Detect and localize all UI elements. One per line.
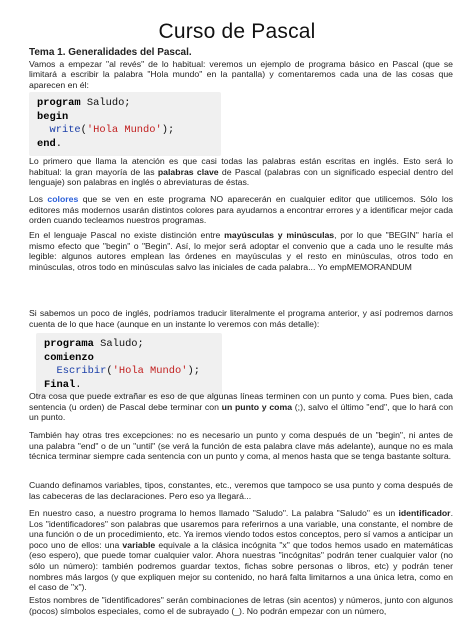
text-bold: un punto y coma (221, 401, 293, 412)
paragraph-2 (29, 194, 453, 226)
paragraph-4: Si sabemos un poco de inglés, podríamos traducir literalmente el programa anterior, y así podremos darnos cuenta de lo que hace (aunque en un instante lo veremos con más detalle): (29, 308, 453, 329)
code-text: . (55, 137, 62, 150)
paragraph-5 (29, 391, 453, 423)
text-run: Otra cosa que puede extrañar es eso de que algunas líneas terminen con un punto y coma. Pues bien, cada sentencia (u orden) de Pascal debe terminar con (29, 391, 453, 412)
code-text: . (75, 378, 82, 391)
code-block-original (29, 92, 221, 156)
code-keyword: program (37, 97, 81, 109)
code-text: Saludo; (80, 97, 131, 109)
text-run: que se ven en este programa NO aparecerán en cualquier editor que utilicemos. Sólo los editores más modernos usarán distintos colores para ayudarnos a encontrar errores y a identificar mejor cada orden cuando tecleamos nuestros programas. (29, 194, 453, 226)
code-text: ( (80, 124, 87, 137)
paragraph-7: Cuando definamos variables, tipos, constantes, etc., veremos que tampoco se usa punto y coma después de las cabeceras de las declaraciones. Pero eso ya llegará... (29, 480, 453, 501)
paragraph-9: Estos nombres de "identificadores" serán combinaciones de letras (sin acentos) y números, junto con algunos (pocos) símbolos especiales, como el de subrayado (_). No podrán empezar con un número, (29, 595, 453, 616)
section-heading: Tema 1. Generalidades del Pascal. (29, 47, 192, 58)
code-keyword: comienzo (44, 351, 94, 364)
code-indent (37, 124, 49, 136)
code-text: ( (106, 365, 113, 378)
text-run: , por lo que "BEGIN" haría el mismo efecto que "begin" o "Begin". Así, lo mejor será adoptar el convenio que a cada uno le resulte más legible: algunos autores emplean las órdenes en mayúsculas y el resto en minúsculas, otros todo en minúsculas, otros todo en minúsculas salvo las iniciales de cada palabra... Yo empMEMORANDUM (29, 230, 453, 272)
text-run: En el lenguaje Pascal no existe distinción entre (29, 230, 225, 240)
paragraph-3 (29, 230, 453, 272)
code-function: write (49, 124, 81, 137)
paragraph-1 (29, 156, 453, 188)
text-run: equivale a la clásica incógnita "x" que todos hemos usado en matemáticas (eso espero), que puede tomar cualquier valor. Ahora nuestras "incógnitas" podrán tener cualquier valor (no sólo un número): también podremos guardar textos, fichas sobre personas o libros, etc) y podrán tener nombres más largos (y que expliquen mejor su contenido, no hará falta limitarnos a una única letra, como en el caso de "x"). (29, 539, 453, 593)
paragraph-8 (29, 508, 453, 593)
text-run: (;), salvo el último "end", que lo hará con un punto. (29, 401, 453, 423)
code-string: 'Hola Mundo' (86, 124, 162, 137)
text-colored: colores (47, 194, 79, 204)
text-run: Los (29, 194, 48, 204)
code-text: ); (187, 365, 200, 378)
code-string: 'Hola Mundo' (112, 365, 188, 378)
text-run: de Pascal (palabras con un significado especial dentro del lenguaje) son palabras en inglés o abreviaturas de éstas. (29, 166, 453, 188)
text-run: En nuestro caso, a nuestro programa lo hemos llamado "Saludo". La palabra "Saludo" es un (29, 508, 399, 518)
text-bold: identificador (398, 508, 451, 518)
text-bold: mayúsculas y minúsculas (224, 230, 335, 240)
code-indent (44, 365, 56, 377)
code-keyword: end (37, 137, 56, 150)
document-title: Curso de Pascal (158, 20, 316, 43)
code-text: ); (161, 124, 175, 137)
paragraph-6: También hay otras tres excepciones: no es necesario un punto y coma después de un "begin", ni antes de una palabra "end" o de un "until" (se verá la función de esta palabra clave más adelante), aunque no es mala técnica terminar siempre cada sentencia con un punto y coma, al menos hasta que se tenga bastante soltura. (29, 430, 453, 462)
intro-paragraph: Vamos a empezar "al revés" de lo habitual: veremos un ejemplo de programa básico en Pascal (que se limitará a escribir la palabra "Hola mundo" en la pantalla) y comentaremos cada una de las cosas que aparecen en él: (29, 58, 453, 90)
code-function: Escribir (56, 365, 107, 378)
code-block-translated (36, 333, 222, 397)
text-run: Lo primero que llama la atención es que casi todas las palabras están escritas en inglés. Esto será lo habitual: la gran mayoría de las (29, 156, 453, 177)
code-keyword: programa (44, 338, 94, 350)
text-run: . Los "identificadores" son palabras que usaremos para referirnos a una variable, una constante, el nombre de una función o de un procedimiento, etc. Ya iremos viendo todos estos conceptos, pero sí vamos a anticipar un poco uno de ellos: una (29, 508, 453, 550)
code-text: Saludo; (93, 338, 144, 350)
intro-block (29, 48, 453, 90)
code-keyword: begin (37, 110, 69, 123)
code-keyword: Final (44, 378, 76, 391)
text-bold: palabras clave (157, 166, 219, 177)
text-bold: variable (122, 539, 156, 550)
